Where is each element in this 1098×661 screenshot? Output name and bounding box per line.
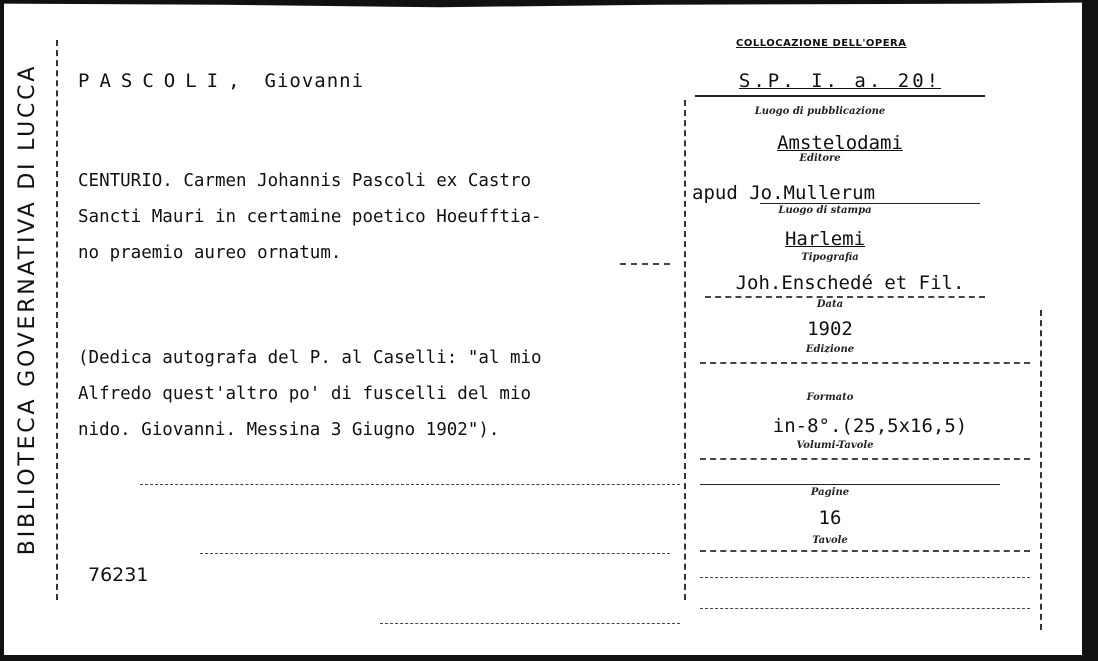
field-label-edizione: Edizione (805, 344, 855, 355)
editore-rule (760, 203, 980, 204)
inventory-number: 76231 (88, 564, 149, 586)
library-name-vertical (6, 18, 50, 600)
field-value-data: 1902 (807, 318, 853, 340)
collocazione-rule (695, 95, 985, 97)
collocazione-label: COLLOCAZIONE DELL'OPERA (736, 38, 907, 49)
tipografia-rule (705, 296, 985, 298)
guide-line (200, 553, 670, 554)
description-line: Sancti Mauri in certamine poetico Hoeufftia- (78, 207, 542, 227)
author-given-name: Giovanni (264, 70, 365, 92)
field-value-formato: in-8°.(25,5x16,5) (772, 415, 968, 437)
right-panel-divider (684, 100, 686, 600)
dedication-line: (Dedica autografa del P. al Caselli: "al mio (78, 348, 542, 368)
card-left-edge (0, 0, 4, 661)
description-line: CENTURIO. Carmen Johannis Pascoli ex Castro (78, 171, 532, 191)
bottom-rule (700, 577, 1030, 578)
edizione-rule (700, 362, 1030, 364)
guide-line (140, 484, 680, 485)
dedication-note (78, 340, 542, 448)
field-label-data: Data (816, 299, 844, 310)
guide-line (620, 263, 670, 265)
title-description (78, 163, 542, 271)
left-margin-line (56, 40, 58, 600)
card-bottom-edge (0, 655, 1098, 661)
collocazione-value: S.P. I. a. 20! (738, 70, 942, 92)
field-label-volumi-tavole: Volumi-Tavole (796, 440, 874, 451)
library-name: BIBLIOTECA GOVERNATIVA DI LUCCA (15, 63, 41, 555)
formato-rule (700, 458, 1030, 460)
right-edge-line (1040, 310, 1042, 630)
description-line: no praemio aureo ornatum. (78, 243, 342, 263)
dedication-line: Alfredo quest'altro po' di fuscelli del mio (78, 384, 532, 404)
author-separator: , (228, 70, 241, 92)
field-value-pagine: 16 (818, 507, 842, 529)
field-value-tipografia: Joh.Enschedé et Fil. (735, 272, 965, 294)
field-label-luogo-stampa: Luogo di stampa (778, 205, 872, 216)
tavole-rule (700, 550, 1030, 552)
guide-line (380, 623, 680, 624)
card-top-edge (0, 0, 1098, 12)
field-value-luogo-stampa: Harlemi (784, 228, 866, 250)
author-surname: PASCOLI (78, 70, 229, 92)
dedication-line: nido. Giovanni. Messina 3 Giugno 1902"). (78, 420, 500, 440)
field-value-editore: apud Jo.Mullerum (692, 182, 876, 204)
field-label-formato: Formato (806, 392, 854, 403)
field-label-tavole: Tavole (812, 535, 848, 546)
pagine-top-rule (700, 484, 1000, 485)
field-label-luogo-pubblicazione: Luogo di pubblicazione (754, 106, 886, 117)
author-heading (78, 70, 364, 92)
field-label-pagine: Pagine (810, 487, 850, 498)
field-label-editore: Editore (799, 153, 841, 164)
card-right-edge (1082, 0, 1098, 661)
field-label-tipografia: Tipografia (801, 252, 859, 263)
bottom-rule (700, 608, 1030, 609)
field-value-luogo-pubblicazione: Amstelodami (777, 132, 903, 154)
